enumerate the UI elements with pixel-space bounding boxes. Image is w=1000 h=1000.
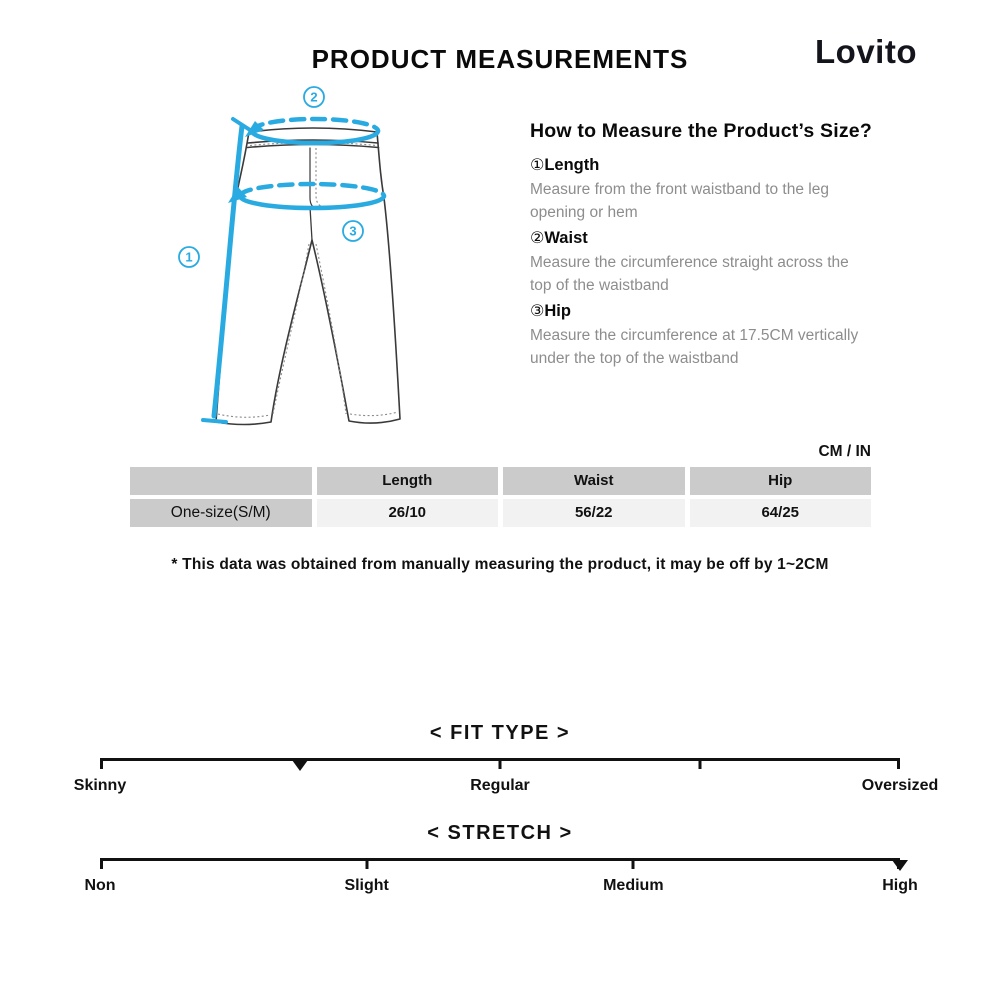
scale-label-medium: Medium [603,877,664,894]
instruction-label: ③Hip [530,301,571,320]
scale-label-high: High [882,877,918,894]
page-title: PRODUCT MEASUREMENTS [311,44,689,74]
table-row-label: One-size(S/M) [130,499,312,527]
stretch-track [100,858,900,870]
svg-text:1: 1 [185,249,193,265]
fit-type-scale [73,722,939,799]
pants-diagram [170,85,460,440]
scale-label-oversized: Oversized [861,777,939,794]
hip-ellipse-solid [240,196,384,208]
callout-3 [343,221,363,241]
length-measure-line [214,126,242,416]
table-header-hip: Hip [690,467,872,495]
stretch-title: < STRETCH > [427,822,573,844]
scale-tick [499,758,502,769]
table-value-hip: 64/25 [690,499,872,527]
scale-tick [100,758,103,769]
table-value-length: 26/10 [317,499,499,527]
scale-tick [897,758,900,769]
scale-line [100,858,900,861]
table-header-length: Length [317,467,499,495]
scale-tick [632,858,635,869]
instruction-desc: Measure from the front waistband to the leg opening or hem [530,181,829,221]
instructions-heading: How to Measure the Product’s Size? [530,120,872,142]
circled-number: ① [530,155,545,174]
scale-label-slight: Slight [344,877,389,894]
scale-tick [699,758,702,769]
fit-type-marker [292,760,308,771]
scale-tick [100,858,103,869]
instruction-item-waist [530,228,902,297]
fit-type-labels [73,777,939,799]
circled-number: ② [530,228,545,247]
instruction-label: ②Waist [530,228,588,247]
fit-type-title: < FIT TYPE > [429,722,571,744]
stretch-scale [84,822,918,899]
size-table [130,467,871,527]
length-bottom-cap [203,420,226,422]
stretch-labels [84,877,918,899]
waist-ellipse-solid [252,131,378,143]
measure-instructions [530,120,902,374]
instruction-item-length [530,155,902,224]
table-header-waist: Waist [503,467,685,495]
unit-label: CM / IN [818,443,871,460]
stretch-marker [892,860,908,871]
pants-outline [216,128,400,425]
instruction-item-hip [530,301,902,370]
scale-label-regular: Regular [470,777,530,794]
fit-type-track [100,758,900,770]
svg-text:3: 3 [349,223,357,239]
scale-label-non: Non [84,877,116,894]
instruction-desc: Measure the circumference at 17.5CM vertically under the top of the waistband [530,327,859,367]
scale-tick [365,858,368,869]
circled-number: ③ [530,301,545,320]
table-value-waist: 56/22 [503,499,685,527]
scale-label-skinny: Skinny [73,777,127,794]
brand-logo: Lovito [815,33,917,70]
measurement-marks [203,119,384,422]
disclaimer-note: * This data was obtained from manually measuring the product, it may be off by 1~2CM [171,556,829,573]
svg-text:2: 2 [310,89,318,105]
callout-2 [304,87,324,107]
hip-ellipse-dashed [240,184,384,196]
instruction-label: ①Length [530,155,600,174]
callout-1 [179,247,199,267]
table-header-empty [130,467,312,495]
instruction-desc: Measure the circumference straight across the top of the waistband [530,254,849,294]
